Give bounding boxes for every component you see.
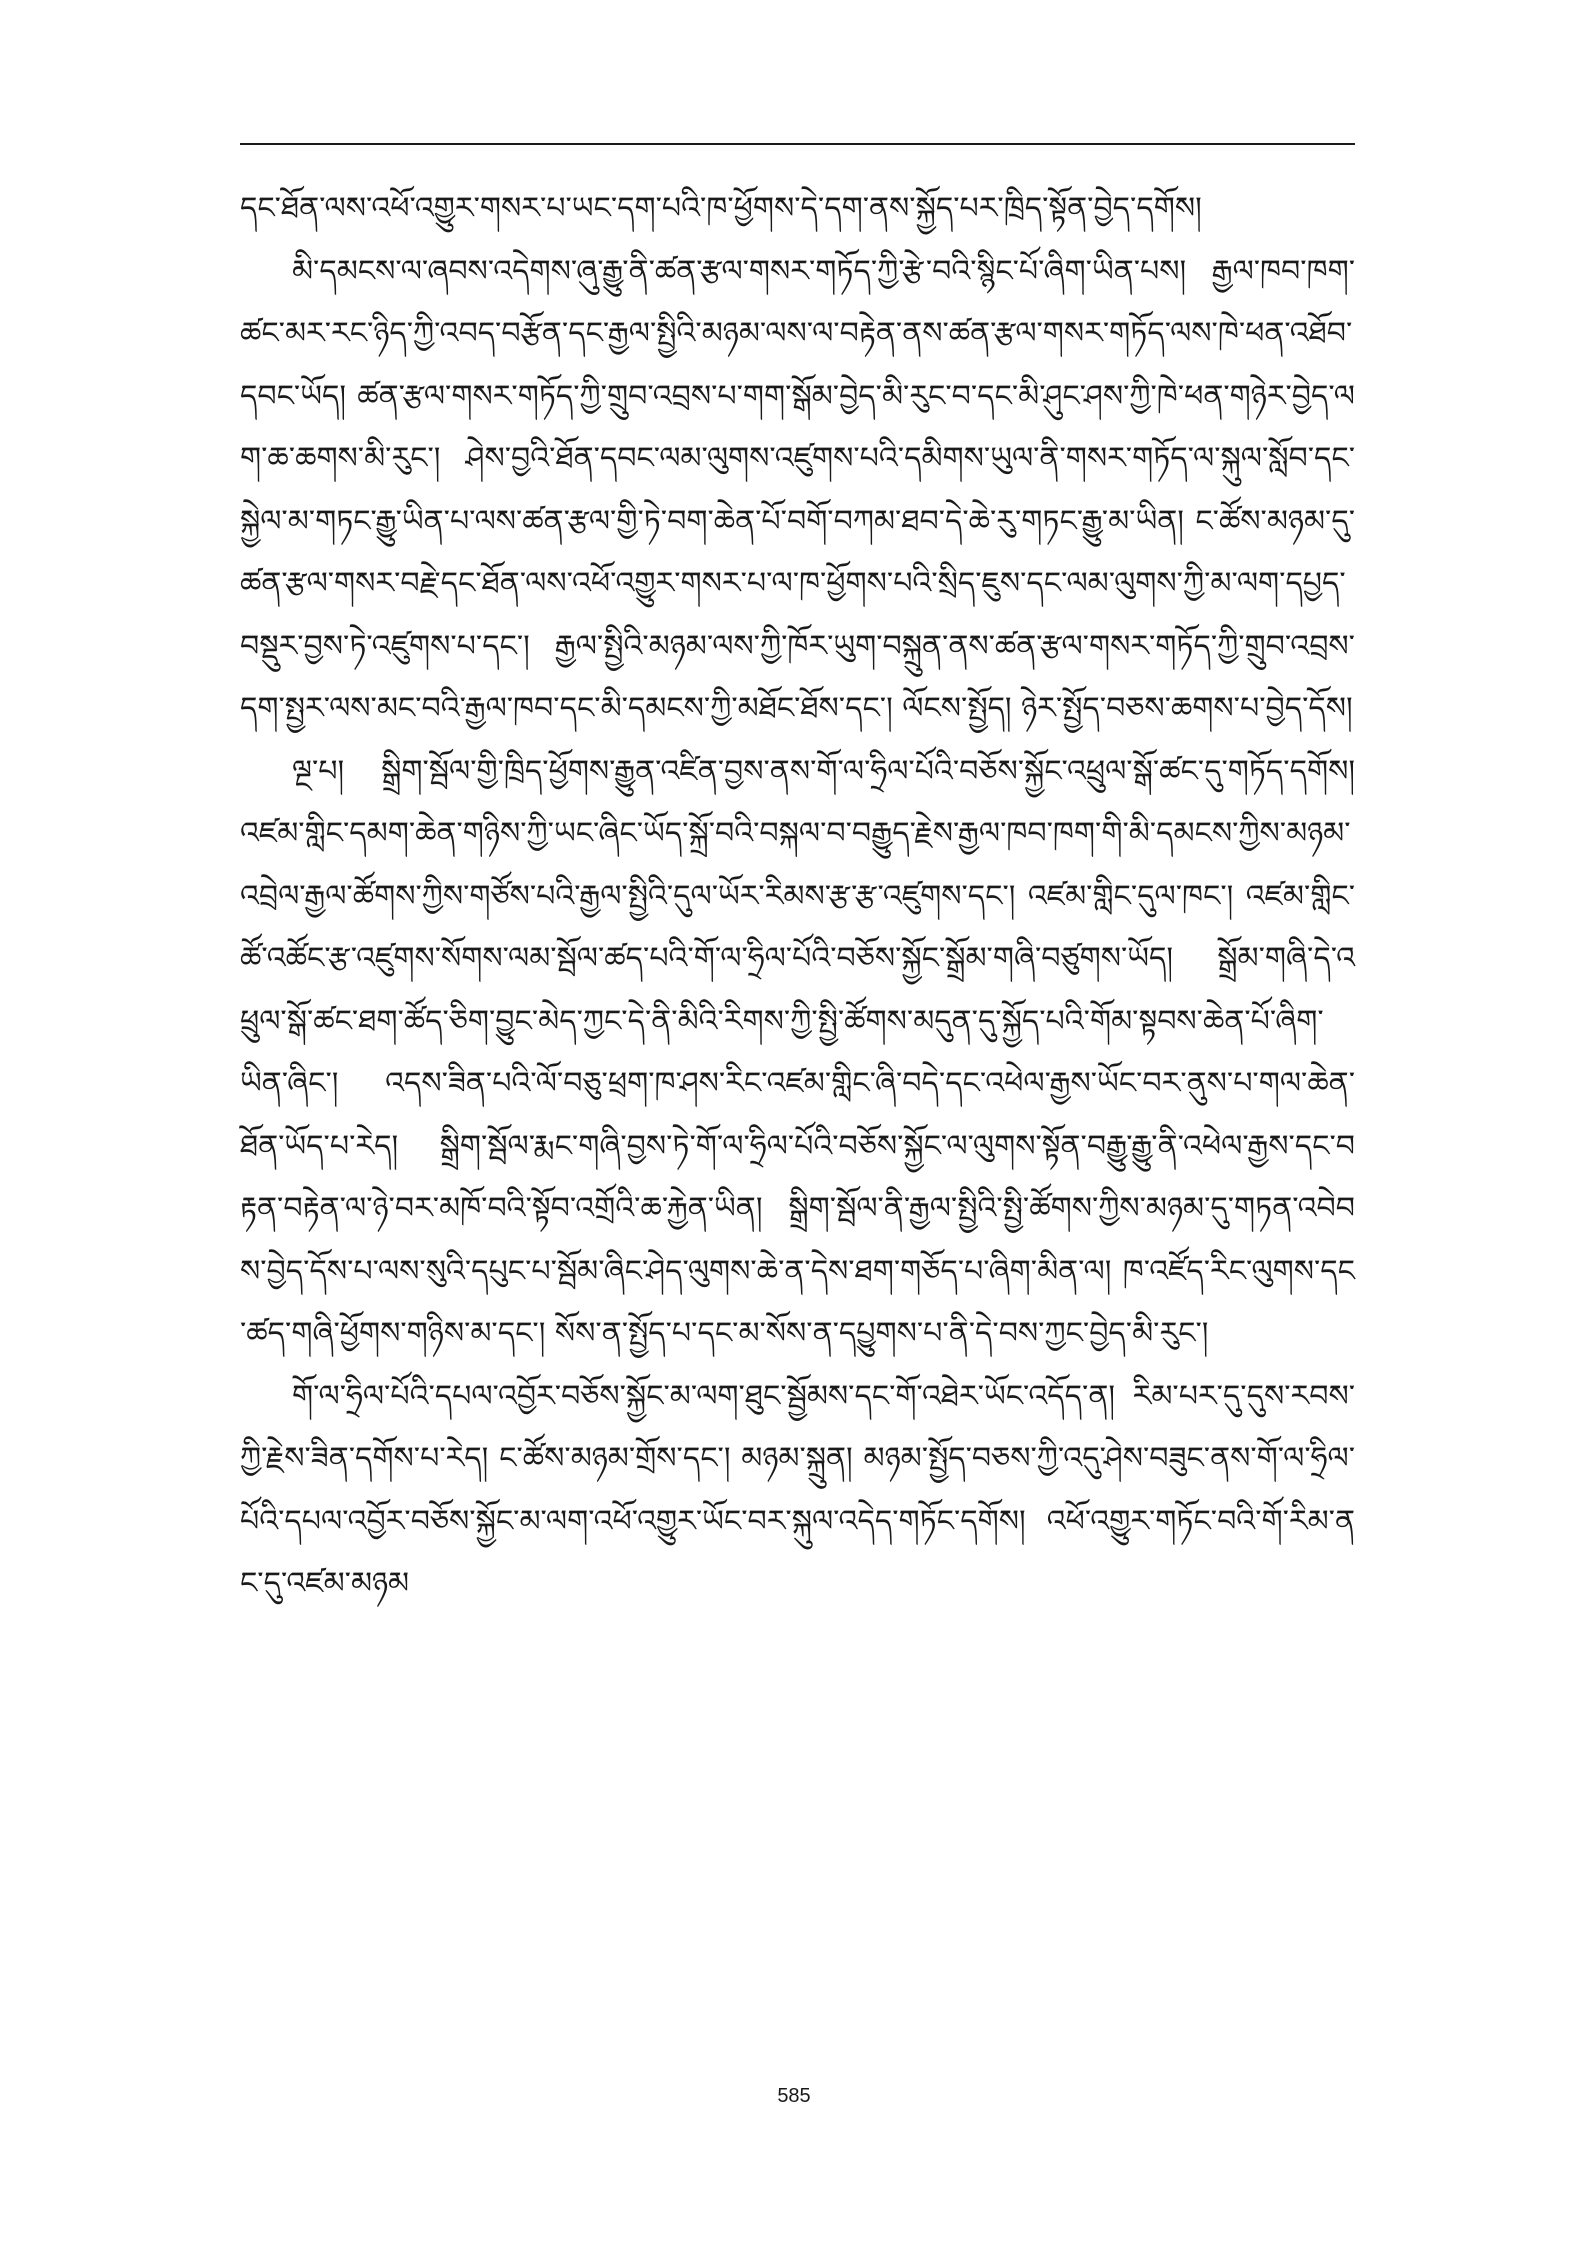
- paragraph-1: དང་ཐོན་ལས་འཕོ་འགྱུར་གསར་པ་ཡང་དག་པའི་ཁ་ཕྱོགས་དེ་དག་ནས་སྐྱོད་པར་ཁྲིད་སྟོན་བྱེད་དགོས།: [240, 191, 1202, 226]
- paragraph-2: མི་དམངས་ལ་ཞབས་འདེགས་ཞུ་རྒྱུ་ནི་ཚན་རྩལ་གསར་གཏོད་ཀྱི་རྩེ་བའི་སྙིང་པོ་ཞིག་ཡིན་པས། རྒྱལ་ཁབ་ཁག་ཚང་མར་རང་ཉིད་ཀྱི་འབད་བརྩོན་དང་རྒྱལ་སྤྱིའི་མཉམ་ལས་ལ་བརྟེན་ནས་ཚན་རྩལ་གསར་གཏོད་ལས་ཁེ་ཕན་འཐོབ་དབང་ཡོད། ཚན་རྩལ་གསར་གཏོད་ཀྱི་གྲུབ་འབྲས་པ་གག་སྒོམ་བྱེད་མི་རུང་བ་དང་མི་ཤུང་ཤས་ཀྱི་ཁེ་ཕན་གཉེར་བྱེད་ལག་ཆ་ཆགས་མི་རུང་། ཤེས་བྱའི་ཐོན་དབང་ལམ་ལུགས་འཛུགས་པའི་དམིགས་ཡུལ་ནི་གསར་གཏོད་ལ་སྐུལ་སློབ་དང་སྐྱེལ་མ་གཏང་རྒྱུ་ཡིན་པ་ལས་ཚན་རྩལ་གྱི་ཏེ་བག་ཆེན་པོ་བགོ་བཀམ་ཐབ་དེ་ཆེ་རུ་གཏང་རྒྱུ་མ་ཡིན། ང་ཚོས་མཉམ་དུ་ཚན་རྩལ་གསར་བརྗེ་དང་ཐོན་ལས་འཕོ་འགྱུར་གསར་པ་ལ་ཁ་ཕྱོགས་པའི་སྲིད་ཇུས་དང་ལམ་ལུགས་ཀྱི་མ་ལག་དཔྱད་བསྡུར་བྱས་ཏེ་འཛུགས་པ་དང་། རྒྱལ་སྤྱིའི་མཉམ་ལས་ཀྱི་ཁོར་ཡུག་བསྐྲུན་ནས་ཚན་རྩལ་གསར་གཏོད་ཀྱི་གྲུབ་འབྲས་དག་སྤྱར་ལས་མང་བའི་རྒྱལ་ཁབ་དང་མི་དམངས་ཀྱི་མཐོང་ཐོས་དང་། ལོངས་སྤྱོད། ཉེར་སྤྱོད་བཅས་ཆགས་པ་བྱེད་དོས།: [240, 253, 1355, 726]
- page-number: 585: [777, 2085, 811, 2107]
- page-body: [240, 178, 1355, 1616]
- paragraph-4: གོ་ལ་ཧྲིལ་པོའི་དཔལ་འབྱོར་བཅོས་སྐྱོང་མ་ལག་ཐུང་སྦྱོམས་དང་གོ་འཐེར་ཡོང་འདོད་ན། རིམ་པར་དུ་དུས་རབས་ཀྱི་རྗེས་ཟིན་དགོས་པ་རེད། ང་ཚོས་མཉམ་གྲོས་དང་། མཉམ་སྐྲུན། མཉམ་སྤྱོད་བཅས་ཀྱི་འདུ་ཤེས་བཟུང་ནས་གོ་ལ་ཧྲིལ་པོའི་དཔལ་འབྱོར་བཅོས་སྐྱོང་མ་ལག་འཕོ་འགྱུར་ཡོང་བར་སྐུལ་འདེད་གཏོང་དགོས། འཕོ་འགྱུར་གཏོང་བའི་གོ་རིམ་ནང་དུ་འཛམ་མཉམ: [240, 1378, 1355, 1601]
- header-rule: [240, 143, 1355, 145]
- paragraph-3: ལྔ་པ། སྒྲིག་སྦོལ་གྱི་ཁྲིད་ཕྱོགས་རྒྱུན་འཛིན་བྱས་ནས་གོ་ལ་ཧྲིལ་པོའི་བཅོས་སྐྱོང་འཕྲུལ་སྒོ་ཚང་དུ་གཏོད་དགོས། འཛམ་གླིང་དམག་ཆེན་གཉིས་ཀྱི་ཡང་ཞིང་ཡོད་སྐྲོ་བའི་བསྐལ་བ་བརྒྱུད་རྗེས་རྒྱལ་ཁབ་ཁག་གི་མི་དམངས་ཀྱིས་མཉམ་འབྲེལ་རྒྱལ་ཚོགས་ཀྱིས་གཙོས་པའི་རྒྱལ་སྤྱིའི་དུལ་ཡོར་རིམས་རྩ་རྩ་འཛུགས་དང་། འཛམ་གླིང་དུལ་ཁང་། འཛམ་གླིང་ཚོ་འཚོང་རྩ་འཛུགས་སོགས་ལམ་སྦོལ་ཚད་པའི་གོ་ལ་ཧྲིལ་པོའི་བཅོས་སྐྱོང་སྒྲོམ་གཞི་བཙུགས་ཡོད། སྒྲོམ་གཞི་དེ་འཕྲུལ་སྒོ་ཚང་ཐག་ཚོད་ཅིག་བྱུང་མེད་ཀྱང་དེ་ནི་མིའི་རིགས་ཀྱི་སྤྱི་ཚོགས་མདུན་དུ་སྐྱོད་པའི་གོམ་སྟབས་ཆེན་པོ་ཞིག་ཡིན་ཞིང་། འདས་ཟིན་པའི་ལོ་བཅུ་ཕྲག་ཁ་ཤས་རིང་འཛམ་གླིང་ཞི་བདེ་དང་འཕེལ་རྒྱས་ཡོང་བར་ནུས་པ་གལ་ཆེན་ཐོན་ཡོད་པ་རེད། སྒྲིག་སྦོལ་རྨང་གཞི་བྱས་ཏེ་གོ་ལ་ཧྲིལ་པོའི་བཅོས་སྐྱོང་ལ་ལུགས་སྟོན་བརྒྱུ་རྒྱུ་ནི་འཕེལ་རྒྱས་དང་བརྟན་བརྟེན་ལ་ཉེ་བར་མཁོ་བའི་སྟོབ་འགྲོའི་ཆ་རྐྱེན་ཡིན། སྒྲིག་སྦོལ་ནི་རྒྱལ་སྤྱིའི་སྤྱི་ཚོགས་ཀྱིས་མཉམ་དུ་གཏན་འབེབས་བྱེད་དོས་པ་ལས་སུའི་དཔུང་པ་སྦོམ་ཞིང་ཤེད་ལུགས་ཆེ་ན་དེས་ཐག་གཅོད་པ་ཞིག་མིན་ལ། ཁ་འཛོད་རིང་ལུགས་དང་ཚད་གཞི་ཕྱོགས་གཉིས་མ་དང་། སོས་ན་སྤྱོད་པ་དང་མ་སོས་ན་དཔྱུགས་པ་ནི་དེ་བས་ཀྱང་བྱེད་མི་རུང་།: [240, 753, 1355, 1351]
